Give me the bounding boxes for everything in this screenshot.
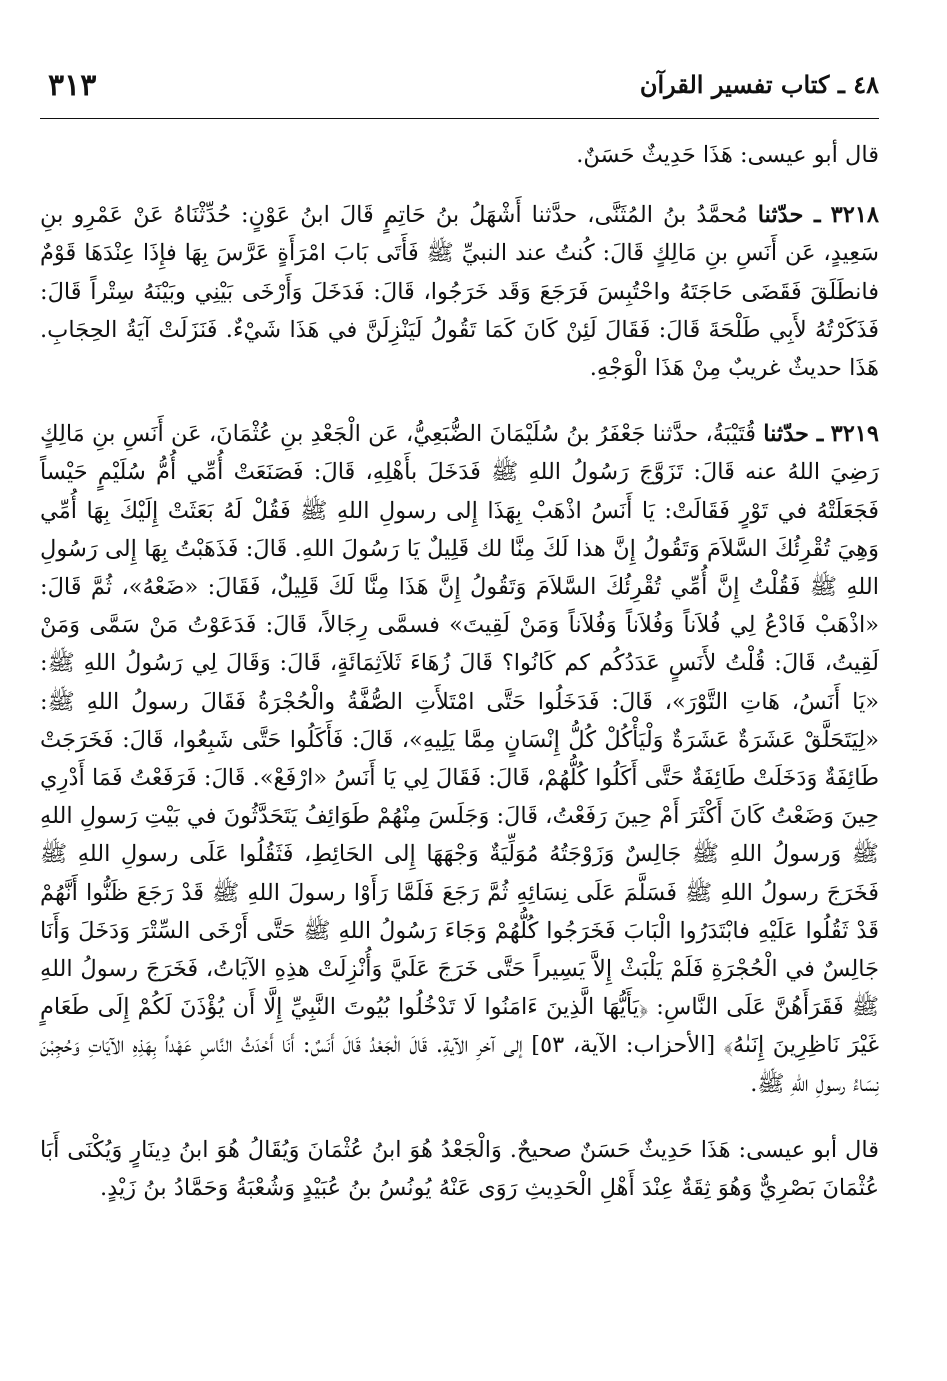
hadith-3219 xyxy=(40,415,879,1103)
intro-paragraph xyxy=(40,136,879,174)
closing-paragraph xyxy=(40,1131,879,1207)
page-header xyxy=(40,62,879,119)
hadith-lead: ـ حدّثنا xyxy=(763,421,824,448)
hadith-number: ٣٢١٨ xyxy=(830,202,879,229)
page-body xyxy=(40,136,879,1207)
hadith-3218 xyxy=(40,196,879,387)
hadith-lead: ـ حدّثنا xyxy=(757,202,821,229)
hadith-text: قُتَيْبَةُ، حدَّثنا جَعْفَرُ بنُ سُلَيْمَانَ الضُّبَعِيُّ، عَن الْجَعْدِ بنِ عُثْمَانَ، عَن أَنَسِ بنِ مَالِكٍ رَضِيَ اللهُ عنه قَالَ: تَزَوَّجَ رَسُولُ اللهِ ﷺ فَدَخَلَ بأَهْلِهِ، قَالَ: فَصَنَعَتْ أُمِّي أُمُّ سُلَيْمٍ حَيْساً فَجَعَلَتْهُ في تَوْرٍ فَقَالَتْ: يَا أَنَسُ اذْهَبْ بِهَذَا إِلى رسولِ اللهِ ﷺ فَقُلْ لَهُ بَعَثَتْ إِلَيْكَ بِهَا أُمِّي وَهِيَ تُقْرِئُكَ السَّلاَمَ وَتَقُولُ إِنَّ هذا لَكَ مِنَّا لك قَلِيلٌ يَا رَسُولَ اللهِ. قَالَ: فَذَهَبْتُ بِهَا إِلى رَسُولِ اللهِ ﷺ فَقُلْتُ إِنَّ أُمِّي تُقْرِئُكَ السَّلاَمَ وَتَقُولُ إِنَّ هَذَا مِنَّا لَكَ قَلِيلٌ، فَقَالَ: «ضَعْهُ»، ثُمَّ قَالَ: «اذْهَبْ فَادْعُ لِي فُلاَناً وَفُلاَناً وَفُلاَناً وَمَنْ لَقِيتَ» فسمَّى رِجَالاً، قَالَ: فَدَعَوْتُ مَنْ سَمَّى وَمَنْ لَقِيتُ، قَالَ: قُلْتُ لأَنَسٍ عَدَدُكُم كم كَانُوا؟ قَالَ زُهَاءَ ثَلاَثِمَائَةٍ، قَالَ: وَقَالَ لِي رَسُولُ اللهِ ﷺ: «يَا أَنَسُ، هَاتِ التَّوْرَ»، قَالَ: فَدَخَلُوا حَتَّى امْتَلأَتِ الصُّفَّةُ والْحُجْرَةُ فَقَالَ رسولُ اللهِ ﷺ: «لِيَتَحَلَّقْ عَشَرَةٌ عَشَرَةٌ وَلْيَأْكُلْ كُلُّ إِنْسَانٍ مِمَّا يَلِيهِ»، قَالَ: فَأَكَلُوا حَتَّى شَبِعُوا، قَالَ: فَخَرَجَتْ طَائِفَةٌ وَدَخَلَتْ طَائِفَةٌ حَتَّى أَكَلُوا كُلُّهُمْ، قَالَ: فَقَالَ لِي يَا أَنَسُ «ارْفَعْ». قَالَ: فَرَفَعْتُ فَمَا أَدْرِي حِينَ وَضَعْتُ كَانَ أَكْثَرَ أَمْ حِينَ رَفَعْتُ، قَالَ: وَجَلَسَ مِنْهُمْ طَوَائِفُ يَتَحَدَّثُونَ في بَيْتِ رَسولِ اللهِ ﷺ وَرسولُ اللهِ ﷺ جَالِسٌ وَزَوْجَتُهُ مُوَلِّيَةٌ وَجْهَهَا إِلى الحَائِطِ، فَثَقُلُوا عَلَى رسولِ اللهِ ﷺ فَخَرَجَ رسولُ اللهِ ﷺ فَسَلَّمَ عَلَى نِسَائِهِ ثُمَّ رَجَعَ فَلَمَّا رَأَوْا رسولَ اللهِ ﷺ قَدْ رَجَعَ ظَنُّوا أَنَّهُمْ قَدْ ثَقُلُوا عَلَيْهِ فابْتَدَرُوا الْبَابَ فَخَرَجُوا كُلُّهُمْ وَجَاءَ رَسُولُ اللهِ ﷺ حَتَّى أَرْخَى السِّتْرَ وَدَخَلَ وَأَنَا جَالِسٌ في الْحُجْرَةِ فَلَمْ يَلْبَثْ إِلاَّ يَسِيراً حَتَّى خَرَجَ عَلَيَّ وَأُنْزِلَتْ هذِهِ الآيَاتُ، فَخَرَجَ رسولُ اللهِ ﷺ فَقَرَأَهُنَّ عَلَى النَّاسِ: ﴿يَأَيُّهَا الَّذِينَ ءَامَنُوا لَا تَدْخُلُوا بُيُوتَ النَّبِيِّ إِلَّا أَن يُؤْذَنَ لَكُمْ إِلَى طَعَامٍ غَيْرَ نَاظِرِينَ إِنَىٰهُ﴾ [الأحزاب: الآية، ٥٣] إلى آخرِ الآيةِ. قَالَ الْجَعْدُ قَالَ أَنَسٌ: أَنَا أَحْدَثُ النَّاسِ عَهْداً بِهَذِهِ الآيَاتِ وَحُجِبْنَ نِسَاءُ رسولِ اللهِ ﷺ. xyxy=(40,421,879,1097)
hadith-text: مُحمَّدُ بنُ المُثَنَّى، حدَّثنا أَشْهَلُ بنُ حَاتِمٍ قَالَ ابنُ عَوْنٍ: حُدِّثْنَاهُ عَنْ عَمْرِو بنِ سَعِيدٍ، عَن أَنَسِ بنِ مَالِكٍ قَالَ: كُنتُ عند النبيِّ ﷺ فَأَتَى بَابَ امْرَأَةٍ عَرَّسَ بِهَا فإِذَا عِنْدَهَا قَوْمٌ فانطَلَقَ فَقَضَى حَاجَتَهُ واحْتُبِسَ فَرَجَعَ وَقَد خَرَجُوا، قَالَ: فَدَخَلَ وَأَرْخَى بَيْنِي وبَيْنَهُ سِتْراً قَالَ: فَذَكَرْتُهُ لأَبِي طَلْحَةَ قَالَ: فَقَالَ لَئِنْ كَانَ كَمَا تَقُولُ لَيَنْزِلَنَّ في هَذَا شَيْءٌ. فَنَزَلَتْ آيَةُ الحِجَابِ. هَذَا حديثٌ غريبٌ مِنْ هَذَا الْوَجْهِ. xyxy=(40,202,879,382)
closing-text: قال أبو عيسى: هَذَا حَدِيثٌ حَسَنٌ صحيحٌ. وَالْجَعْدُ هُوَ ابنُ عُثْمَانَ وَيُقَالُ هُوَ ابنُ دِينَارٍ وَيُكْنَى أَبَا عُثْمَانَ بَصْرِيٌّ وَهُوَ ثِقَةٌ عِنْدَ أَهْلِ الْحَدِيثِ رَوَى عَنْهُ يُونُسُ بنُ عُبَيْدٍ وَشُعْبَةُ وَحَمَّادُ بنُ زَيْدٍ. xyxy=(40,1136,879,1202)
running-title: ٤٨ ـ كتاب تفسير القرآن xyxy=(639,70,879,99)
hadith-number: ٣٢١٩ xyxy=(830,421,879,448)
page-number: ٣١٣ xyxy=(48,68,97,103)
intro-text: قال أبو عيسى: هَذَا حَدِيثٌ حَسَنٌ. xyxy=(576,142,879,168)
